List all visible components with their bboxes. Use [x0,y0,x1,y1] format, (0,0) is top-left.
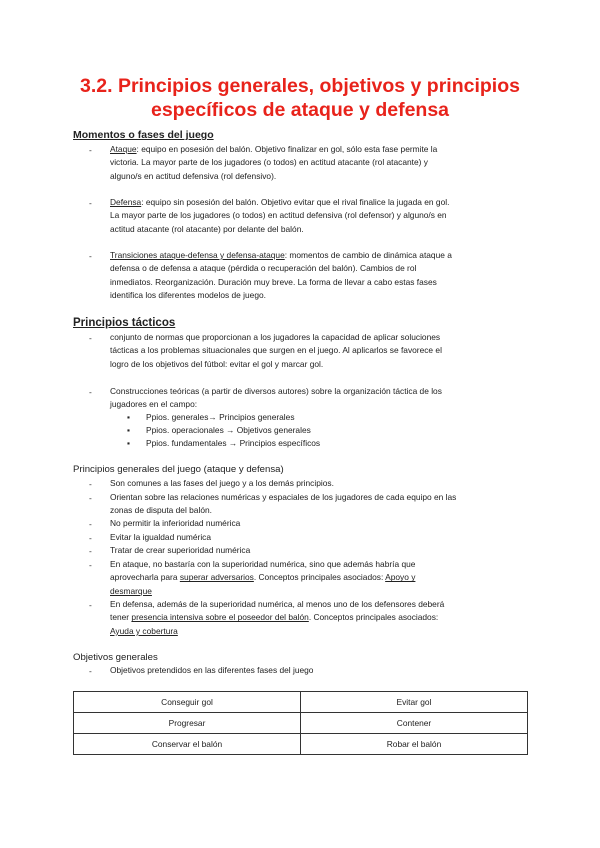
bullet-dash: - [89,387,92,397]
bullet-dash: - [89,560,92,570]
page-title [60,74,540,122]
term-superar-adversarios: superar adversarios [179,572,254,583]
list-item: Tratar de crear superioridad numérica [110,545,251,555]
table-cell: Evitar gol [301,692,528,713]
title-line-2: específicos de ataque y defensa [150,99,450,121]
term-desmarque: desmarque [110,585,152,596]
term-presencia-intensiva: presencia intensiva sobre el poseedor del balón [131,612,309,623]
text-line: zonas de disputa del balón. [110,505,212,516]
table-cell: Conseguir gol [74,692,301,713]
list-item [110,491,456,518]
text-line: : momentos de cambio de dinámica ataque a [284,250,452,260]
table-row [74,713,528,734]
text-span: aprovecharla para [110,572,180,583]
text-line: jugadores en el campo: [110,399,198,410]
term-apoyo: Apoyo y [385,572,416,583]
text-line: : equipo sin posesión del balón. Objetivo evitar que el rival finalice la jugada en gol. [141,197,450,207]
objectives-table [73,691,528,755]
bullet-dash: - [89,666,92,676]
term-ayuda-cobertura: Ayuda y cobertura [110,625,178,636]
sublist-item: Ppios. generales→ Principios generales [146,412,295,422]
list-item-ataque-superioridad [110,558,415,598]
term-ataque: Ataque [110,144,137,154]
bullet-dash: - [89,600,92,610]
sublist-item: Ppios. operacionales → Objetivos generales [146,425,311,435]
text-line: Orientan sobre las relaciones numéricas y espaciales de los jugadores de cada equipo en las [110,492,457,502]
bullet-square: ▪ [127,438,130,448]
text-line: La mayor parte de los jugadores (o todos) en actitud defensiva (rol defensor) y alguno/s en [110,210,447,221]
bullet-square: ▪ [127,412,130,422]
text-line: alguno/s en actitud defensiva (rol defensivo). [110,170,277,181]
text-line: identifica los diferentes modelos de juego. [110,290,266,301]
bullet-square: ▪ [127,425,130,435]
bullet-dash: - [89,198,92,208]
text-span: . Conceptos principales asociados: [308,612,439,623]
text-line: victoria. La mayor parte de los jugadores (o todos) en actitud atacante (rol atacante) y [110,157,428,168]
text-line: Construcciones teóricas (a partir de diversos autores) sobre la organización táctica de los [110,386,442,396]
sublist-item: Ppios. fundamentales → Principios específicos [146,438,321,448]
section-heading-objetivos: Objetivos generales [73,652,158,663]
bullet-dash: - [89,145,92,155]
text-span: . Conceptos principales asociados: [253,572,386,583]
bullet-dash: - [89,493,92,503]
table-cell: Conservar el balón [74,734,301,755]
table-cell: Robar el balón [301,734,528,755]
list-item-defensa-superioridad [110,598,444,638]
bullet-dash: - [89,251,92,261]
text-line: logro de los objetivos del fútbol: evitar el gol y marcar gol. [110,358,324,369]
list-item: Objetivos pretendidos en las diferentes fases del juego [110,665,314,675]
bullet-dash: - [89,519,92,529]
bullet-dash: - [89,546,92,556]
list-item-transiciones [110,249,452,303]
text-line: inmediatos. Reorganización. Duración muy breve. La forma de llevar a cabo estas fases [110,276,437,287]
text-span: tener [110,612,132,623]
text-line: En defensa, además de la superioridad numérica, al menos uno de los defensores deberá [110,599,445,609]
text-line: : equipo en posesión del balón. Objetivo finalizar en gol, sólo esta fase permite la [136,144,438,154]
bullet-dash: - [89,333,92,343]
title-line-1: 3.2. Principios generales, objetivos y principios [80,75,520,97]
text-line: actitud atacante (rol atacante) por delante del balón. [110,223,304,234]
bullet-dash: - [89,479,92,489]
text-line: conjunto de normas que proporcionan a los jugadores la capacidad de aplicar soluciones [110,332,441,342]
list-item-ataque [110,143,437,183]
table-row [74,692,528,713]
term-defensa: Defensa [110,197,142,207]
table-row [74,734,528,755]
text-line: defensa o de defensa a ataque (pérdida o recuperación del balón). Cambios de rol [110,263,417,274]
list-item: Son comunes a las fases del juego y a los demás principios. [110,478,334,488]
text-line: En ataque, no bastaría con la superioridad numérica, sino que además habría que [110,559,416,569]
table-cell: Contener [301,713,528,734]
list-item-conjunto-normas [110,331,442,371]
table-cell: Progresar [74,713,301,734]
list-item: Evitar la igualdad numérica [110,532,212,542]
section-heading-principios-tacticos: Principios tácticos [73,317,176,329]
bullet-dash: - [89,533,92,543]
list-item-defensa [110,196,449,236]
section-heading-momentos: Momentos o fases del juego [73,129,214,141]
list-item-construcciones [110,385,442,412]
list-item: No permitir la inferioridad numérica [110,518,241,528]
section-heading-principios-generales: Principios generales del juego (ataque y defensa) [73,464,284,475]
text-line: tácticas a los problemas situacionales que surgen en el juego. Al aplicarlos se favorece el [110,345,442,356]
term-transiciones: Transiciones ataque-defensa y defensa-ataque [110,250,285,260]
